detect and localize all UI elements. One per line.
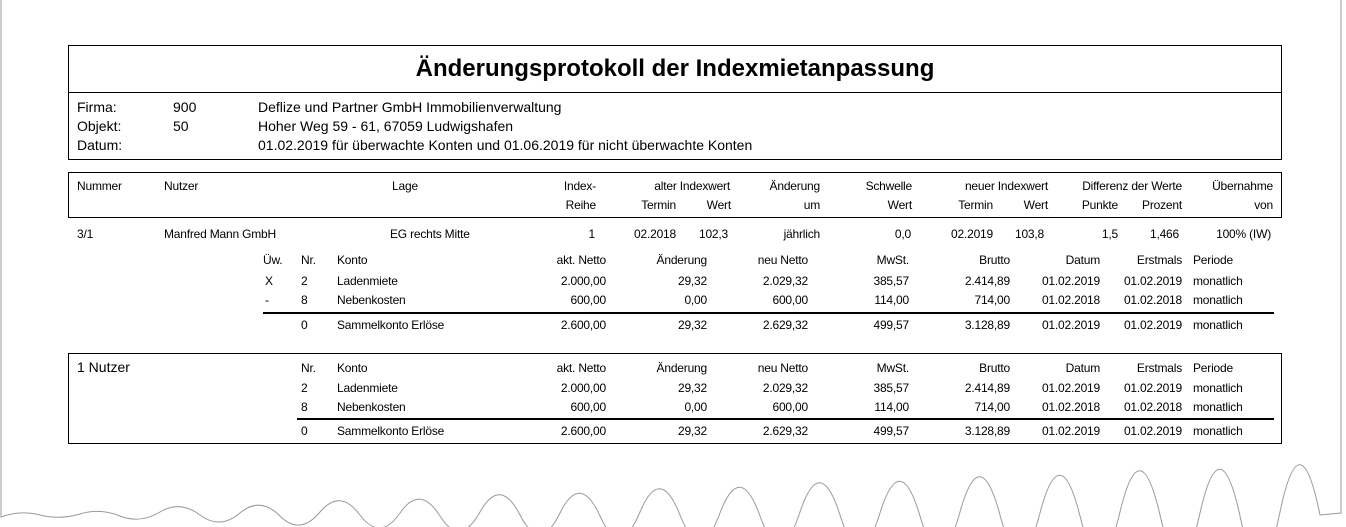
sum-col-nr: Nr. [301, 361, 316, 375]
summary-akt: 600,00 [570, 400, 606, 414]
summary-sum-neu: 2.629,32 [762, 424, 808, 438]
acct-datum: 01.02.2018 [1041, 293, 1100, 307]
sum-datum: 01.02.2019 [1041, 318, 1100, 332]
col-differenz: Differenz der Werte [1082, 179, 1182, 193]
acct-col-neu-netto: neu Netto [757, 253, 808, 267]
acct-col-periode: Periode [1193, 253, 1233, 267]
acct-col-aenderung: Änderung [656, 253, 707, 267]
col-alt-wert: Wert [706, 198, 731, 212]
col-lage: Lage [392, 179, 418, 193]
tenant-neu-termin: 02.2019 [951, 227, 993, 241]
acct-col-nr: Nr. [301, 253, 316, 267]
summary-sum-brutto: 3.128,89 [964, 424, 1010, 438]
col-schwelle-1: Schwelle [865, 179, 912, 193]
tenant-punkte: 1,5 [1101, 227, 1118, 241]
col-schwelle-2: Wert [887, 198, 912, 212]
info-label: Objekt: [77, 118, 122, 134]
summary-aend: 0,00 [684, 400, 707, 414]
sum-periode: monatlich [1193, 318, 1243, 332]
col-nutzer: Nutzer [164, 179, 199, 193]
sum-col-mwst: MwSt. [876, 361, 909, 375]
acct-konto: Ladenmiete [337, 274, 398, 288]
acct-col-akt-netto: akt. Netto [556, 253, 606, 267]
acct-akt: 600,00 [570, 293, 606, 307]
summary-sum-aend: 29,32 [677, 424, 707, 438]
acct-neu: 600,00 [772, 293, 808, 307]
summary-konto: Ladenmiete [337, 381, 398, 395]
col-nummer: Nummer [77, 179, 122, 193]
col-alter-indexwert: alter Indexwert [654, 179, 730, 193]
tenant-nutzer: Manfred Mann GmbH [164, 227, 276, 241]
acct-aend: 0,00 [684, 293, 707, 307]
acct-periode: monatlich [1193, 274, 1243, 288]
tenant-alt-termin: 02.2018 [634, 227, 676, 241]
col-index-reihe-2: Reihe [565, 198, 596, 212]
acct-neu: 2.029,32 [762, 274, 808, 288]
col-alt-termin: Termin [641, 198, 676, 212]
acct-nr: 8 [301, 293, 308, 307]
summary-erst: 01.02.2019 [1123, 381, 1182, 395]
info-code: 50 [173, 118, 189, 134]
sum-col-erstmals: Erstmals [1136, 361, 1182, 375]
acct-uew: X [265, 274, 273, 288]
summary-mwst: 385,57 [873, 381, 909, 395]
summary-sum-konto: Sammelkonto Erlöse [337, 424, 445, 438]
tenant-schwelle: 0,0 [894, 227, 911, 241]
tenant-uebernahme: 100% (IW) [1216, 227, 1271, 241]
summary-konto: Nebenkosten [337, 400, 406, 414]
summary-nr: 8 [301, 400, 308, 414]
summary-aend: 29,32 [677, 381, 707, 395]
info-text: 01.02.2019 für überwachte Konten und 01.06.2019 für nicht überwachte Konten [258, 137, 753, 153]
acct-col-mwst: MwSt. [876, 253, 909, 267]
sum-col-aenderung: Änderung [656, 361, 707, 375]
tenant-lage: EG rechts Mitte [390, 227, 470, 241]
summary-neu: 600,00 [772, 400, 808, 414]
summary-sum-periode: monatlich [1193, 424, 1243, 438]
summary-sum-datum: 01.02.2019 [1041, 424, 1100, 438]
summary-brutto: 714,00 [974, 400, 1010, 414]
summary-neu: 2.029,32 [762, 381, 808, 395]
col-neu-termin: Termin [958, 198, 993, 212]
summary-periode: monatlich [1193, 381, 1243, 395]
acct-col-brutto: Brutto [979, 253, 1010, 267]
acct-datum: 01.02.2019 [1041, 274, 1100, 288]
sum-aend: 29,32 [677, 318, 707, 332]
acct-brutto: 2.414,89 [964, 274, 1010, 288]
summary-sum-akt: 2.600,00 [560, 424, 606, 438]
tenant-aenderung: jährlich [783, 227, 820, 241]
acct-nr: 2 [301, 274, 308, 288]
sum-mwst: 499,57 [873, 318, 909, 332]
sum-divider [263, 312, 1274, 314]
tenant-alt-wert: 102,3 [698, 227, 728, 241]
summary-mwst: 114,00 [874, 400, 909, 414]
acct-periode: monatlich [1193, 293, 1243, 307]
acct-col-erstmals: Erstmals [1136, 253, 1182, 267]
sum-col-brutto: Brutto [979, 361, 1010, 375]
col-uebernahme-2: von [1254, 198, 1273, 212]
col-aenderung-1: Änderung [769, 179, 820, 193]
col-aenderung-2: um [803, 198, 820, 212]
summary-datum: 01.02.2019 [1041, 381, 1100, 395]
summary-nr: 2 [301, 381, 308, 395]
acct-col-datum: Datum [1065, 253, 1100, 267]
summary-sum-erst: 01.02.2019 [1123, 424, 1182, 438]
acct-konto: Nebenkosten [337, 293, 406, 307]
info-text: Deflize und Partner GmbH Immobilienverwaltung [258, 99, 562, 115]
sum-col-neu-netto: neu Netto [757, 361, 808, 375]
summary-sum-nr: 0 [301, 424, 308, 438]
tenant-neu-wert: 103,8 [1014, 227, 1044, 241]
acct-erst: 01.02.2019 [1123, 274, 1182, 288]
info-text: Hoher Weg 59 - 61, 67059 Ludwigshafen [258, 118, 514, 134]
report-title: Änderungsprotokoll der Indexmietanpassung [415, 55, 935, 82]
col-uebernahme-1: Übernahme [1212, 179, 1273, 193]
acct-mwst: 385,57 [873, 274, 909, 288]
sum-col-konto: Konto [337, 361, 368, 375]
sum-col-datum: Datum [1065, 361, 1100, 375]
col-neuer-indexwert: neuer Indexwert [964, 179, 1048, 193]
col-prozent: Prozent [1142, 198, 1182, 212]
tenant-reihe: 1 [588, 227, 595, 241]
sum-neu: 2.629,32 [762, 318, 808, 332]
summary-akt: 2.000,00 [560, 381, 606, 395]
info-label: Datum: [77, 137, 123, 153]
acct-col-konto: Konto [337, 253, 368, 267]
col-neu-wert: Wert [1023, 198, 1048, 212]
sum-akt: 2.600,00 [560, 318, 606, 332]
sum-col-akt-netto: akt. Netto [556, 361, 606, 375]
summary-sum-divider [297, 418, 1274, 420]
tenant-nummer: 3/1 [77, 227, 94, 241]
summary-erst: 01.02.2018 [1123, 400, 1182, 414]
summary-label: 1 Nutzer [77, 359, 130, 375]
sum-erst: 01.02.2019 [1123, 318, 1182, 332]
col-punkte: Punkte [1081, 198, 1118, 212]
acct-col-uew: Üw. [263, 253, 283, 267]
summary-periode: monatlich [1193, 400, 1243, 414]
sum-col-periode: Periode [1193, 361, 1233, 375]
sum-nr: 0 [301, 318, 308, 332]
tenant-prozent: 1,466 [1149, 227, 1179, 241]
acct-erst: 01.02.2018 [1123, 293, 1182, 307]
summary-datum: 01.02.2018 [1041, 400, 1100, 414]
acct-akt: 2.000,00 [560, 274, 606, 288]
acct-aend: 29,32 [677, 274, 707, 288]
acct-brutto: 714,00 [974, 293, 1010, 307]
summary-sum-mwst: 499,57 [873, 424, 909, 438]
col-index-reihe-1: Index- [563, 179, 596, 193]
acct-mwst: 114,00 [874, 293, 909, 307]
sum-konto: Sammelkonto Erlöse [337, 318, 445, 332]
info-label: Firma: [77, 99, 117, 115]
acct-uew: - [265, 293, 269, 307]
sum-brutto: 3.128,89 [964, 318, 1010, 332]
summary-brutto: 2.414,89 [964, 381, 1010, 395]
info-code: 900 [173, 99, 197, 115]
